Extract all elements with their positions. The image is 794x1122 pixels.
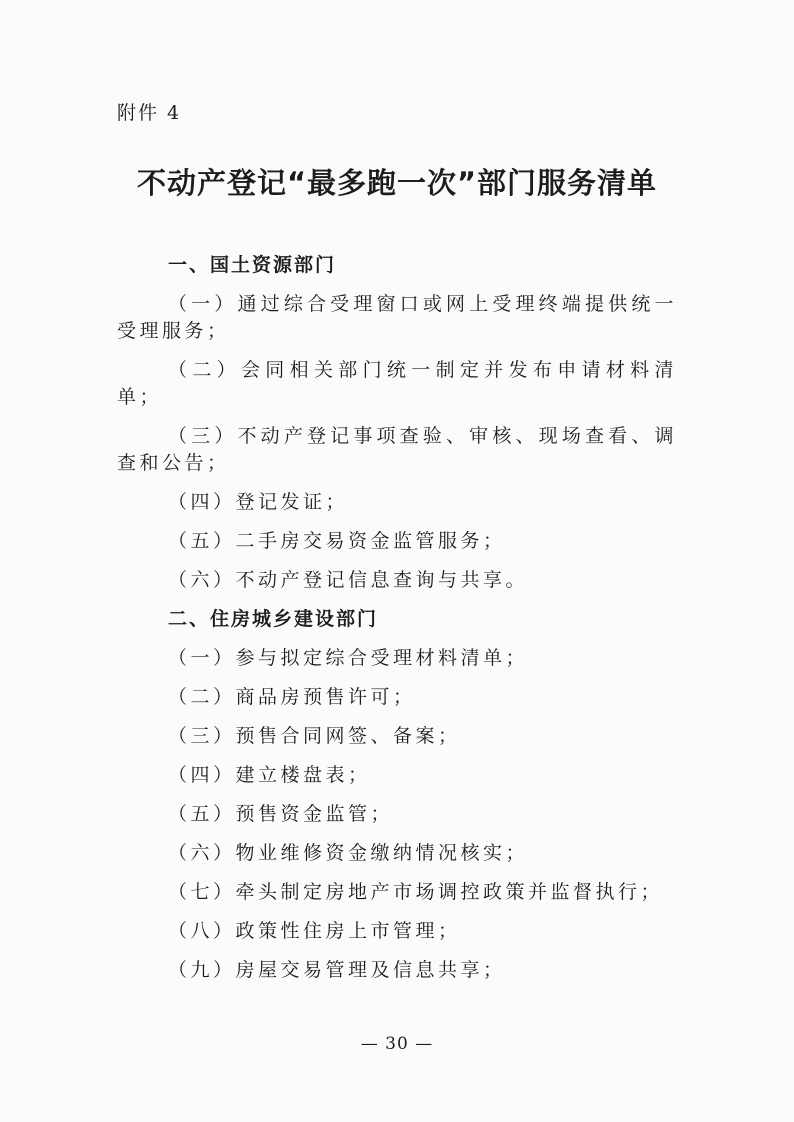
service-list: [117, 639, 677, 990]
attachment-label: 附件 4: [117, 102, 182, 124]
list-item: （五）预售资金监管；: [168, 803, 394, 825]
service-list: [117, 285, 677, 600]
list-item: （一）参与拟定综合受理材料清单；: [168, 647, 529, 669]
list-item: （三）预售合同网签、备案；: [168, 725, 461, 747]
document-body: [117, 246, 677, 990]
list-item: （二）商品房预售许可；: [168, 686, 416, 708]
section-heading: 一、国土资源部门: [168, 254, 337, 276]
list-item: （九）房屋交易管理及信息共享；: [168, 959, 506, 981]
list-item: （四）建立楼盘表；: [168, 764, 371, 786]
list-item: （二）会同相关部门统一制定并发布申请材料清单；: [117, 359, 677, 408]
section-housing-construction: [117, 600, 677, 990]
list-item: （八）政策性住房上市管理；: [168, 920, 461, 942]
section-heading: 二、住房城乡建设部门: [168, 608, 379, 630]
list-item: （六）不动产登记信息查询与共享。: [168, 569, 529, 591]
list-item: （三）不动产登记事项查验、审核、现场查看、调查和公告；: [117, 425, 677, 474]
list-item: （五）二手房交易资金监管服务；: [168, 530, 506, 552]
section-land-resources: [117, 246, 677, 600]
list-item: （六）物业维修资金缴纳情况核实；: [168, 842, 529, 864]
list-item: （七）牵头制定房地产市场调控政策并监督执行；: [168, 881, 664, 903]
document-title: 不动产登记“最多跑一次”部门服务清单: [136, 166, 658, 200]
list-item: （四）登记发证；: [168, 491, 349, 513]
page-number: — 30 —: [360, 1034, 434, 1054]
list-item: （一）通过综合受理窗口或网上受理终端提供统一受理服务；: [117, 293, 677, 342]
